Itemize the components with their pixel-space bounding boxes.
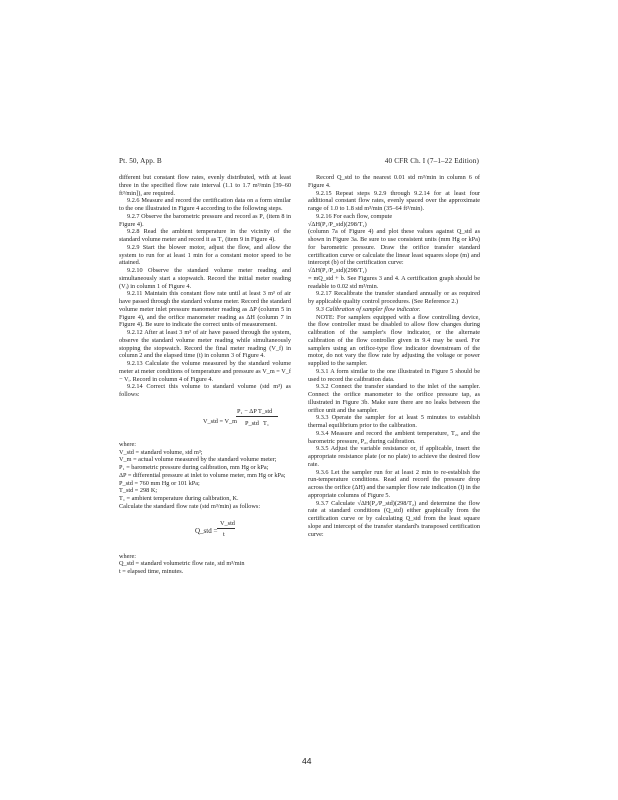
definition: t = elapsed time, minutes.: [119, 568, 184, 575]
paragraph: 9.2.8 Read the ambient temperature in the vicinity of the standard volume meter and record it as T₁ (item 9 in Figure 4).: [119, 228, 291, 243]
fraction-bar: [236, 416, 278, 417]
definition: V_m = actual volume measured by the standard volume meter;: [119, 456, 277, 464]
paragraph: 9.2.13 Calculate the volume measured by the standard volume meter at meter conditions of temperature and pressure as V_m = V_f − Vᵢ. Record in column 4 of Figure 4.: [119, 360, 291, 383]
paragraph: 9.2.14 Correct this volume to standard volume (std m³) as follows:: [119, 383, 291, 398]
paragraph: 9.3.3 Operate the sampler for at least 5 minutes to establish thermal equilibrium prior to the calibration.: [308, 414, 480, 429]
paragraph: 9.2.15 Repeat steps 9.2.9 through 9.2.14 for at least four additional constant flow rates, evenly spaced over the approximate range of 1.0 to 1.8 std m³/min (35–64 ft³/min).: [308, 189, 480, 212]
paragraph: 9.2.10 Observe the standard volume meter reading and simultaneously start a stopwatch. Record the initial meter reading (Vᵢ) in column 1 of Figure 4.: [119, 267, 291, 290]
page-number: 44: [302, 756, 312, 766]
paragraph: 9.2.7 Observe the barometric pressure and record as P₁ (item 8 in Figure 4).: [119, 212, 291, 228]
formula-lhs: Q_std =: [195, 526, 218, 535]
definition: Q_std = standard volumetric flow rate, std m³/min: [119, 560, 245, 568]
definition: T₁ = ambient temperature during calibration, K.: [119, 495, 239, 502]
section-heading: 9.3 Calibration of sampler flow indicator.: [316, 305, 421, 313]
definition: V_std = standard volume, std m³;: [119, 448, 203, 456]
formula-inline: √ΔH(P₁/P_std)(298/T₁): [308, 267, 367, 274]
formula-numerator: V_std: [220, 519, 235, 527]
header-part-section: Pt. 50, App. B: [119, 157, 162, 165]
paragraph: 9.3.5 Adjust the variable resistance or, if applicable, insert the appropriate resistance plate (or no plate) to achieve the desired flow rate.: [308, 445, 480, 468]
paragraph: different but constant flow rates, evenly distributed, with at least three in the specified flow rate interval (1.1 to 1.7 m³/min [39–60 ft³/min]), are required.: [119, 174, 291, 197]
formula-standard-volume: [119, 405, 291, 437]
definition: T_std = 298 K;: [119, 487, 158, 495]
paragraph: = mQ_std + b. See Figures 3 and 4. A certification graph should be readable to 0.02 std m³/min.: [308, 274, 480, 290]
formula-standard-flow: [119, 517, 291, 549]
paragraph: 9.3.6 Let the sampler run for at least 2 min to re-establish the run-temperature conditions. Read and record the pressure drop across the orifice (ΔH) and the sampler flow rate indication (I) in the appropriate columns of Figure 5.: [308, 468, 481, 499]
paragraph: 9.3.4 Measure and record the ambient temperature, T₂, and the barometric pressure, P₂, during calibration.: [308, 429, 480, 445]
definition: P_std = 760 mm Hg or 101 kPa;: [119, 479, 200, 487]
where-label: where:: [119, 552, 137, 560]
definition: ΔP = differential pressure at inlet to volume meter, mm Hg or kPa;: [119, 471, 286, 479]
definition: P₁ = barometric pressure during calibration, mm Hg or kPa;: [119, 464, 269, 471]
paragraph: Calculate the standard flow rate (std m³/min) as follows:: [119, 502, 261, 510]
where-label: where:: [119, 440, 137, 448]
paragraph: 9.2.11 Maintain this constant flow rate until at least 3 m³ of air have passed through the standard volume meter. Record the standard volume meter inlet pressure manometer reading as ΔP (column 5 in Figure 4), and the orifice manometer reading as ΔH (column 7 in Figure 4). Be sure to indicate the correct units of measurement.: [119, 290, 291, 329]
right-column: [308, 174, 480, 538]
paragraph: 9.2.6 Measure and record the certification data on a form similar to the one illustrated in Figure 4 according to the following steps.: [119, 197, 291, 212]
paragraph: 9.3.1 A form similar to the one illustrated in Figure 5 should be used to record the calibration data.: [308, 367, 480, 383]
note: NOTE: For samplers equipped with a flow controlling device, the flow controller must be disabled to allow flow changes during calibration of the sampler's flow indicator, or the alternate calibration of the flow controller given in 9.4 may be used. For samplers using an orifice-type flow indicator downstream of the motor, do not vary the flow rate by adjusting the voltage or power supplied to the sampler.: [308, 313, 480, 367]
fraction-bar: [217, 528, 235, 529]
paragraph: Record Q_std to the nearest 0.01 std m³/min in column 6 of Figure 4.: [308, 174, 480, 189]
formula-denominator-2: T₁: [263, 419, 269, 427]
formula-lhs: V_std = V_m: [203, 417, 237, 425]
paragraph: 9.2.12 After at least 3 m³ of air have passed through the system, observe the standard volume meter reading while simultaneously stopping the stopwatch. Record the final meter reading (V_f) in column 2 and the elapsed time (t) in column 3 of Figure 4.: [119, 329, 291, 360]
paragraph: 9.2.16 For each flow, compute: [316, 212, 393, 220]
formula-inline: √ΔH(P₁/P_std)(298/T₁): [308, 220, 367, 228]
paragraph: (column 7a of Figure 4) and plot these values against Q_std as shown in Figure 3a. Be sure to use consistent units (mm Hg or kPa) for barometric pressure. Draw the orifice transfer standard certification curve or calculate the linear least squares slope (m) and intercept (b) of the certification curve:: [308, 228, 480, 267]
paragraph: 9.2.9 Start the blower motor, adjust the flow, and allow the system to run for at least 1 min for a constant motor speed to be attained.: [119, 243, 291, 267]
left-column: [119, 174, 291, 576]
header-cfr-title: 40 CFR Ch. I (7–1–22 Edition): [384, 157, 479, 165]
paragraph: 9.3.2 Connect the transfer standard to the inlet of the sampler. Connect the orifice manometer to the orifice pressure tap, as illustrated in Figure 3b. Make sure there are no leaks between the orifice unit and the sampler.: [308, 383, 480, 414]
paragraph: 9.3.7 Calculate √ΔH(P₂/P_std)(298/T₂) and determine the flow rate at standard conditions (Q_std) either graphically from the certification curve or by calculating Q_std from the least square slope and intercept of the transfer standard's transposed certification curve:: [308, 499, 480, 538]
formula-denominator: t: [223, 530, 225, 538]
formula-denominator: P_std: [245, 419, 259, 427]
formula-numerator: P₁ − ΔP T_std: [237, 407, 273, 415]
page-header: [119, 157, 479, 169]
paragraph: 9.2.17 Recalibrate the transfer standard annually or as required by applicable quality control procedures. (See Reference 2.): [308, 290, 480, 305]
